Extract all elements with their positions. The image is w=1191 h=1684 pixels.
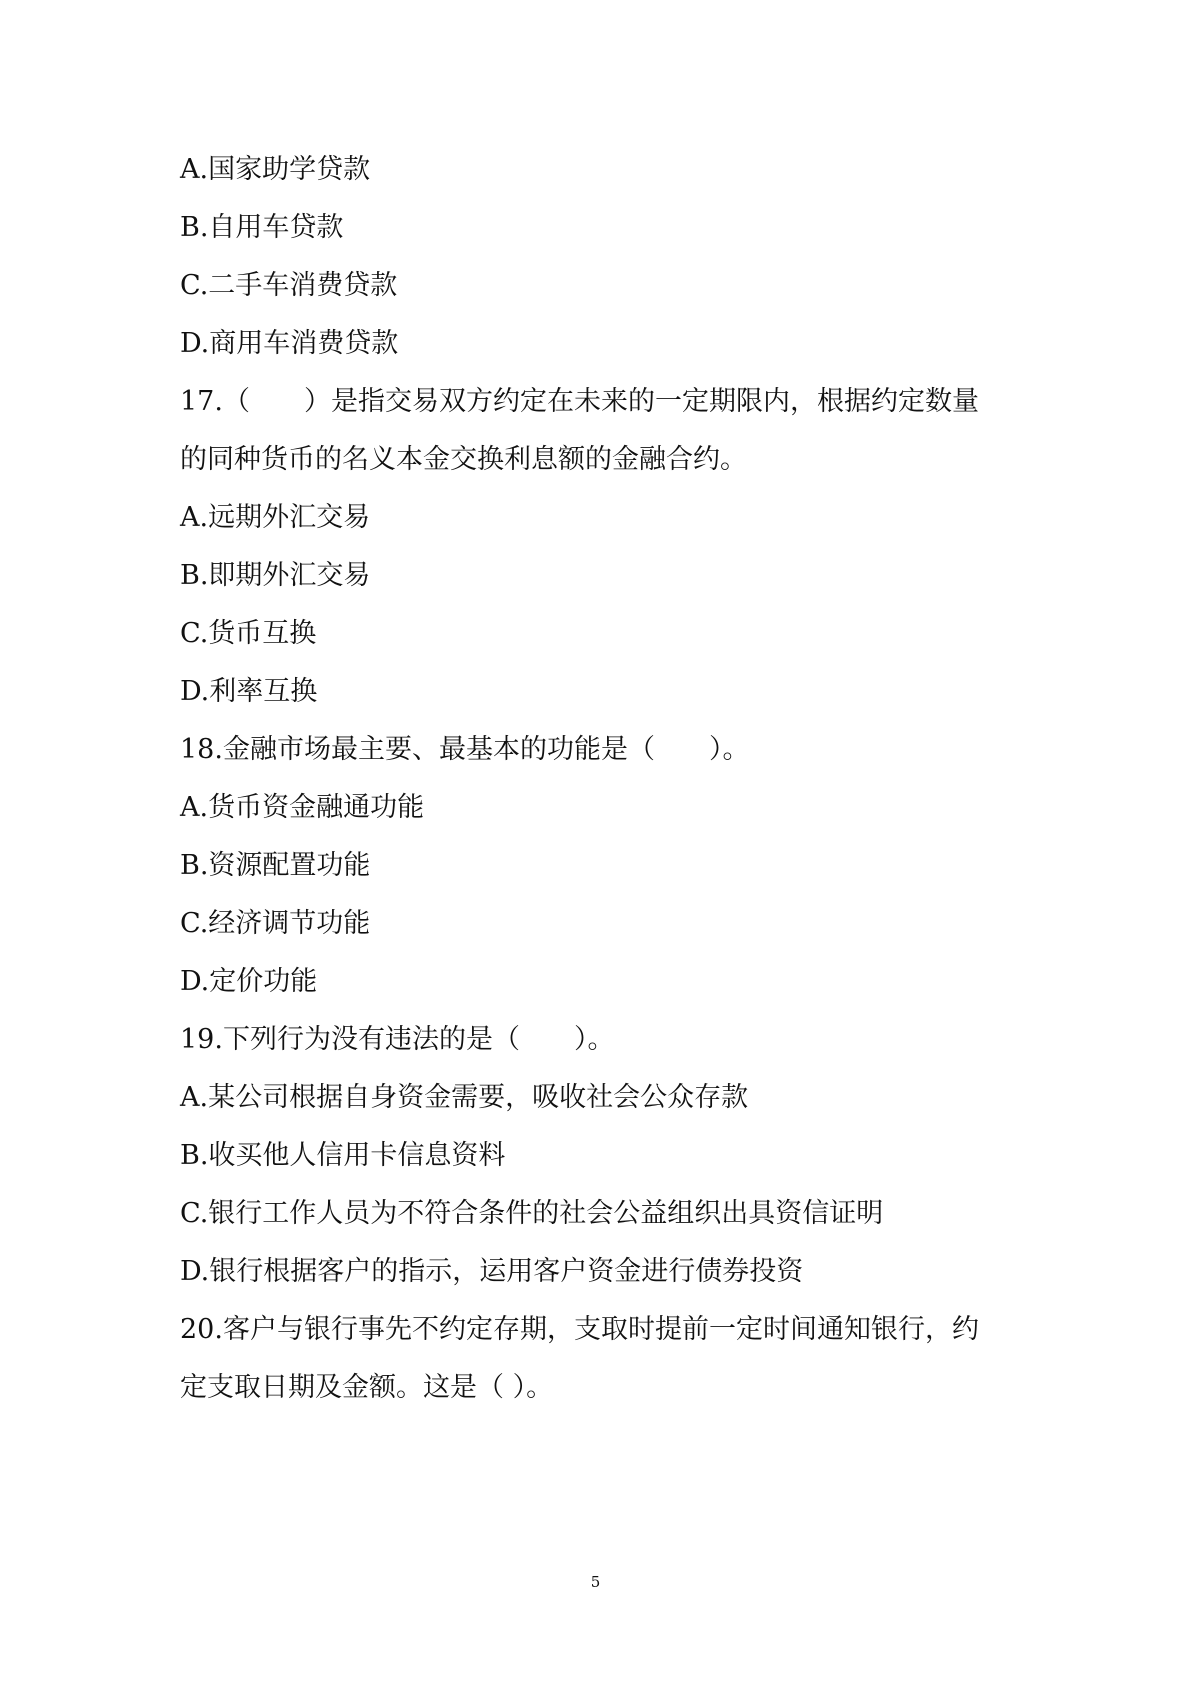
q19-stem: 19.下列行为没有违法的是（ ）。	[180, 1024, 615, 1055]
q19-option-a: A.某公司根据自身资金需要，吸收社会公众存款	[180, 1082, 749, 1113]
q18-option-b: B.资源配置功能	[180, 850, 371, 881]
page-number: 5	[590, 1573, 601, 1591]
q19-option-b: B.收买他人信用卡信息资料	[180, 1140, 506, 1171]
q18-stem: 18.金融市场最主要、最基本的功能是（ ）。	[180, 734, 750, 765]
q19-option-c: C.银行工作人员为不符合条件的社会公益组织出具资信证明	[180, 1198, 884, 1229]
q18-option-c: C.经济调节功能	[180, 908, 371, 939]
q20-stem-line1: 20.客户与银行事先不约定存期，支取时提前一定时间通知银行，约	[180, 1314, 979, 1345]
q17-option-b: B.即期外汇交易	[180, 560, 371, 591]
q17-option-d: D.利率互换	[180, 676, 318, 707]
q17-option-c: C.货币互换	[180, 618, 317, 649]
q20-stem-line2: 定支取日期及金额。这是（ ）。	[180, 1372, 554, 1403]
q18-option-d: D.定价功能	[180, 966, 318, 997]
q19-option-d: D.银行根据客户的指示，运用客户资金进行债券投资	[180, 1256, 804, 1287]
q16-option-b: B.自用车贷款	[180, 212, 344, 243]
q17-stem-line2: 的同种货币的名义本金交换利息额的金融合约。	[180, 444, 747, 475]
q17-stem-line1: 17.（ ）是指交易双方约定在未来的一定期限内，根据约定数量	[180, 386, 979, 417]
q16-option-c: C.二手车消费贷款	[180, 270, 398, 301]
q16-option-a: A.国家助学贷款	[180, 154, 371, 185]
q16-option-d: D.商用车消费贷款	[180, 328, 399, 359]
q17-option-a: A.远期外汇交易	[180, 502, 371, 533]
q18-option-a: A.货币资金融通功能	[180, 792, 425, 823]
